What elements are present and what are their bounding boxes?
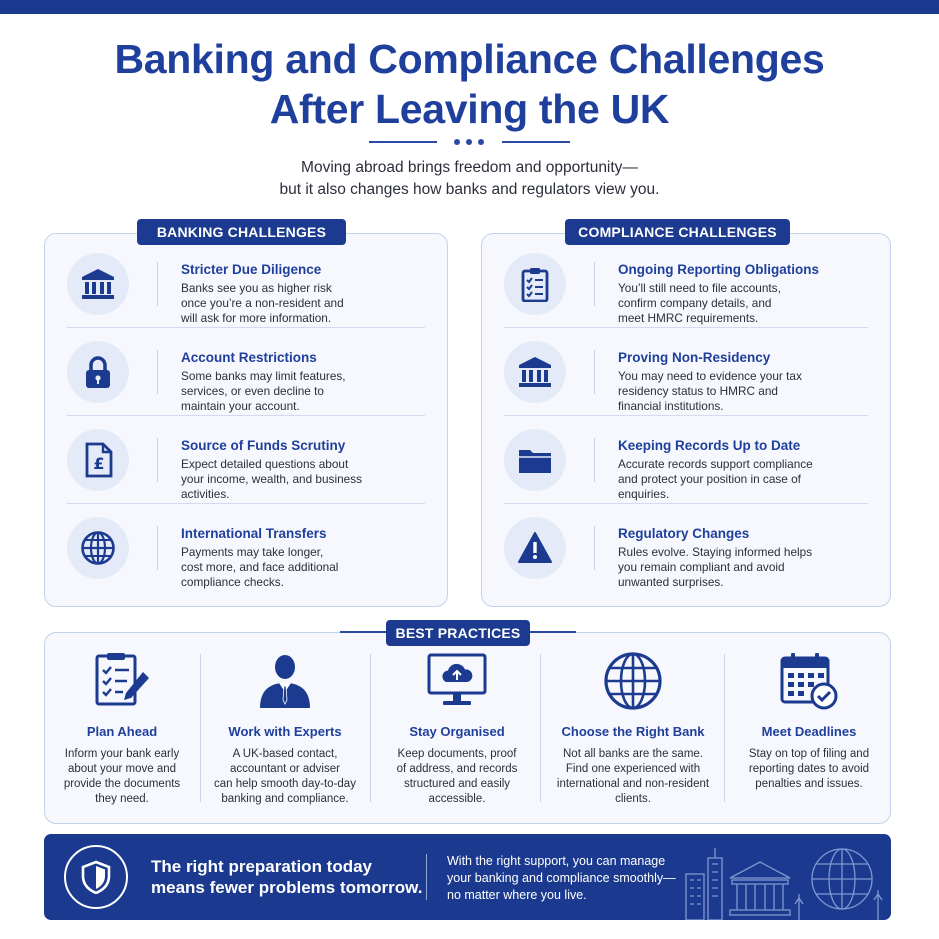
subtitle (0, 157, 939, 201)
folder-icon (517, 442, 553, 478)
banking-challenges-heading: BANKING CHALLENGES (137, 219, 346, 245)
best-practice-desc: Not all banks are the same. Find one experienced with international and non-resident clients. (556, 748, 710, 805)
page-title-line-1: Banking and Compliance Challenges (114, 36, 825, 82)
banking-item-international-transfers (45, 504, 447, 592)
best-practice-plan-ahead (52, 650, 192, 810)
banking-challenges-panel (44, 233, 448, 607)
clipboard-checklist-icon (517, 266, 553, 302)
banking-item-due-diligence (45, 240, 447, 328)
best-practice-desc: Stay on top of filing and reporting dates to avoid penalties and issues. (748, 748, 870, 790)
compliance-item-desc: Accurate records support compliance and protect your position in case of enquiries. (618, 457, 813, 501)
compliance-item-title: Ongoing Reporting Obligations (618, 262, 819, 277)
best-practice-stay-organised (382, 650, 532, 810)
banking-item-title: Stricter Due Diligence (181, 262, 322, 277)
page-title (0, 34, 939, 134)
compliance-item-title: Proving Non-Residency (618, 350, 771, 365)
adviser-icon (254, 650, 316, 712)
padlock-icon (80, 354, 116, 390)
best-practice-title: Choose the Right Bank (561, 724, 705, 739)
compliance-item-records (482, 416, 890, 504)
city-skyline-illustration (674, 834, 891, 920)
page-title-line-2: After Leaving the UK (269, 86, 670, 132)
title-divider (369, 139, 570, 145)
top-accent-bar (0, 0, 939, 14)
banking-item-title: International Transfers (181, 526, 327, 541)
shield-icon (80, 860, 112, 894)
compliance-item-regulatory (482, 504, 890, 592)
calendar-check-icon (778, 650, 840, 712)
bank-icon (517, 354, 553, 390)
warning-icon (517, 530, 553, 566)
banking-item-title: Account Restrictions (181, 350, 317, 365)
banking-item-source-of-funds (45, 416, 447, 504)
compliance-challenges-heading: COMPLIANCE CHALLENGES (565, 219, 790, 245)
banking-item-account-restrictions (45, 328, 447, 416)
compliance-item-desc: You may need to evidence your tax residency status to HMRC and financial institutions. (618, 369, 802, 413)
globe-icon (602, 650, 664, 712)
checklist-pen-icon (91, 650, 153, 712)
best-practices-heading: BEST PRACTICES (386, 620, 530, 646)
compliance-item-reporting (482, 240, 890, 328)
compliance-item-title: Keeping Records Up to Date (618, 438, 801, 453)
compliance-item-desc: Rules evolve. Staying informed helps you remain compliant and avoid unwanted surprises. (618, 545, 813, 589)
footer-banner (44, 834, 891, 920)
best-practice-title: Work with Experts (228, 724, 342, 739)
compliance-item-desc: You’ll still need to file accounts, confirm company details, and meet HMRC requirements. (618, 281, 781, 325)
best-practice-choose-right-bank (548, 650, 718, 810)
subtitle-line-2: but it also changes how banks and regulators view you. (279, 181, 660, 198)
banner-headline: The right preparation today means fewer problems tomorrow. (151, 857, 423, 897)
banking-item-desc: Expect detailed questions about your income, wealth, and business activities. (181, 457, 362, 501)
subtitle-line-1: Moving abroad brings freedom and opportunity— (301, 159, 638, 176)
bank-icon (80, 266, 116, 302)
best-practice-meet-deadlines (734, 650, 884, 810)
banking-item-title: Source of Funds Scrutiny (181, 438, 346, 453)
best-practice-title: Plan Ahead (86, 724, 158, 739)
svg-text:£: £ (93, 454, 105, 473)
globe-icon (80, 530, 116, 566)
compliance-challenges-panel (481, 233, 891, 607)
banking-item-desc: Payments may take longer, cost more, and face additional compliance checks. (181, 545, 339, 589)
best-practice-title: Meet Deadlines (761, 724, 857, 739)
banner-text: With the right support, you can manage your banking and compliance smoothly— no matter where you live. (447, 854, 676, 902)
cloud-upload-monitor-icon (426, 650, 488, 712)
banking-item-desc: Some banks may limit features, services, or even decline to maintain your account. (181, 369, 346, 413)
compliance-item-title: Regulatory Changes (618, 526, 750, 541)
pound-document-icon (80, 442, 116, 478)
compliance-item-non-residency (482, 328, 890, 416)
best-practice-title: Stay Organised (409, 724, 505, 739)
best-practice-work-with-experts (210, 650, 360, 810)
best-practice-desc: A UK-based contact, accountant or adviser can help smooth day-to-day banking and compliance. (214, 748, 356, 805)
best-practice-desc: Inform your bank early about your move and provide the documents they need. (63, 748, 181, 805)
best-practice-desc: Keep documents, proof of address, and records structured and easily accessible. (396, 748, 518, 805)
banking-item-desc: Banks see you as higher risk once you’re a non-resident and will ask for more information. (181, 281, 344, 325)
shield-badge (64, 845, 128, 909)
